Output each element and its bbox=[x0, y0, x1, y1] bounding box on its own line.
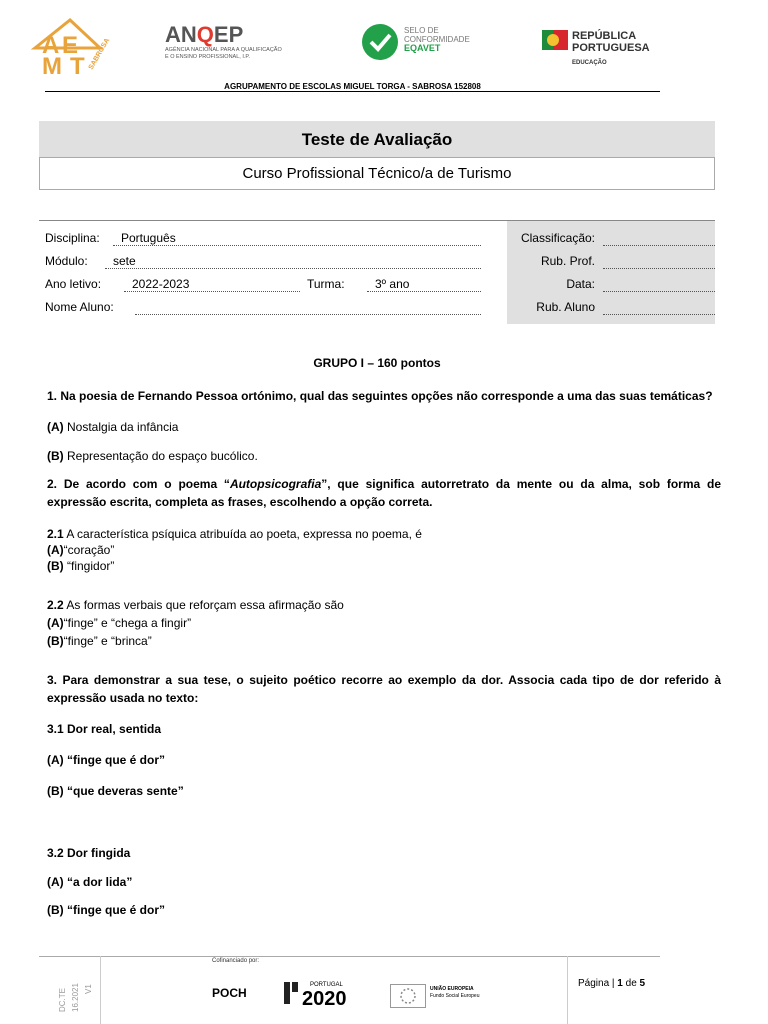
q1-option-a[interactable]: (A) Nostalgia da infância bbox=[47, 420, 179, 434]
rub-aluno-label: Rub. Aluno bbox=[536, 300, 595, 314]
question-3-2: 3.2 Dor fingida bbox=[47, 846, 131, 860]
page-title: Teste de Avaliação bbox=[39, 121, 715, 158]
ano-letivo-field[interactable]: 2022-2023 bbox=[124, 277, 300, 292]
q32-option-b[interactable]: (B) “finge que é dor” bbox=[47, 903, 165, 917]
nome-aluno-field[interactable] bbox=[135, 300, 481, 315]
disciplina-label: Disciplina: bbox=[45, 231, 100, 245]
amt-logo-label: SABROSA bbox=[87, 37, 112, 71]
nome-aluno-label: Nome Aluno: bbox=[45, 300, 114, 314]
classificacao-field[interactable] bbox=[603, 231, 715, 246]
question-2-2: 2.2 As formas verbais que reforçam essa afirmação são bbox=[47, 598, 344, 612]
turma-field[interactable]: 3º ano bbox=[367, 277, 481, 292]
rub-aluno-field[interactable] bbox=[603, 300, 715, 315]
q21-option-a[interactable]: (A)“coração” bbox=[47, 543, 115, 557]
eu-flag-icon bbox=[390, 984, 426, 1008]
q31-option-b[interactable]: (B) “que deveras sente” bbox=[47, 784, 184, 798]
question-1: 1. Na poesia de Fernando Pessoa ortónimo, qual das seguintes opções não corresponde a uma das suas temáticas? bbox=[47, 389, 713, 403]
page-indicator: Página | 1 de 5 bbox=[578, 978, 646, 989]
turma-label: Turma: bbox=[307, 277, 345, 291]
course-name: Curso Profissional Técnico/a de Turismo bbox=[39, 157, 715, 190]
funding-logos bbox=[212, 980, 482, 1012]
q31-option-a[interactable]: (A) “finge que é dor” bbox=[47, 753, 165, 767]
cofinanciado-label: Cofinanciado por: bbox=[212, 958, 260, 964]
document-code: DC.TE 16.2021 V1 bbox=[58, 983, 93, 1012]
classificacao-label: Classificação: bbox=[520, 231, 595, 245]
q32-option-a[interactable]: (A) “a dor lida” bbox=[47, 875, 133, 889]
header-logos bbox=[30, 18, 680, 78]
student-info-form bbox=[39, 220, 715, 323]
q1-option-b[interactable]: (B) Representação do espaço bucólico. bbox=[47, 449, 258, 463]
question-2-1: 2.1 A característica psíquica atribuída ao poeta, expressa no poema, é bbox=[47, 527, 422, 541]
question-3: 3. Para demonstrar a sua tese, o sujeito poético recorre ao exemplo da dor. Associa cada tipo de dor referido à expressão usada no texto: bbox=[47, 673, 721, 705]
checkmark-icon bbox=[362, 24, 398, 60]
modulo-label: Módulo: bbox=[45, 254, 88, 268]
q22-option-a[interactable]: (A)“finge” e “chega a fingir” bbox=[47, 616, 192, 630]
question-3-1: 3.1 Dor real, sentida bbox=[47, 722, 162, 736]
rub-prof-field[interactable] bbox=[603, 254, 715, 269]
footer-separator bbox=[567, 956, 568, 1024]
q22-option-b[interactable]: (B)“finge” e “brinca” bbox=[47, 634, 152, 648]
data-field[interactable] bbox=[603, 277, 715, 292]
eqavet-seal-logo: SELO DE CONFORMIDADE EQAVET bbox=[362, 24, 492, 68]
group-title: GRUPO I – 160 pontos bbox=[313, 356, 441, 370]
modulo-field[interactable]: sete bbox=[105, 254, 481, 269]
poch-logo: POCH bbox=[212, 986, 247, 1000]
svg-text:T: T bbox=[70, 53, 85, 78]
portugal-2020-logo: PORTUGAL 2020 bbox=[282, 980, 300, 1011]
question-2: 2. De acordo com o poema “Autopsicografia”, que significa autorretrato da mente ou da alma, sob forma de expressão escrita, completa as frases, escolhendo a opção correta. bbox=[47, 477, 721, 509]
disciplina-field[interactable]: Português bbox=[113, 231, 481, 246]
data-label: Data: bbox=[566, 277, 595, 291]
svg-text:A: A bbox=[42, 32, 60, 59]
svg-text:M: M bbox=[42, 53, 62, 78]
ano-letivo-label: Ano letivo: bbox=[45, 277, 102, 291]
republica-portuguesa-logo: REPÚBLICA PORTUGUESA EDUCAÇÃO bbox=[542, 26, 682, 70]
school-name: AGRUPAMENTO DE ESCOLAS MIGUEL TORGA - SABROSA 152808 bbox=[45, 82, 660, 92]
portugal-flag-icon bbox=[542, 26, 568, 56]
rub-prof-label: Rub. Prof. bbox=[540, 254, 595, 268]
svg-text:E: E bbox=[62, 32, 79, 59]
amt-logo bbox=[30, 18, 115, 78]
anqep-logo: ANQEP AGÊNCIA NACIONAL PARA A QUALIFICAÇÃO E O ENSINO PROFISSIONAL, I.P. bbox=[165, 22, 282, 60]
portugal-2020-icon bbox=[282, 980, 300, 1006]
eu-label: UNIÃO EUROPEIA Fundo Social Europeu bbox=[430, 986, 480, 999]
q21-option-b[interactable]: (B) “fingidor” bbox=[47, 559, 115, 573]
